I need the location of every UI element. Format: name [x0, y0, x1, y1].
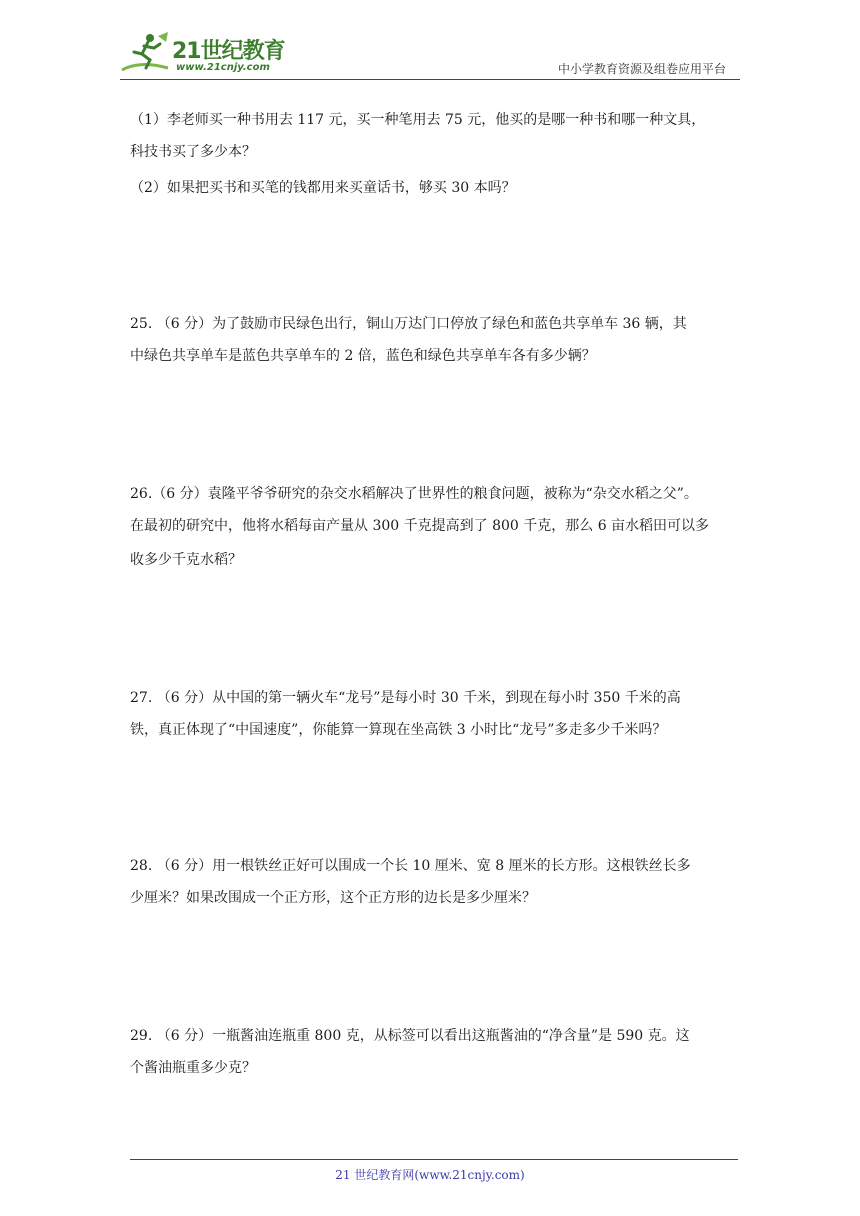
logo-url: www.21cnjy.com	[176, 62, 270, 73]
q28-line2: 少厘米？如果改围成一个正方形，这个正方形的边长是多少厘米？	[130, 890, 536, 906]
platform-name: 中小学教育资源及组卷应用平台	[557, 62, 726, 76]
runner-logo-icon	[120, 30, 172, 78]
q25-line1: 25. （6 分）为了鼓励市民绿色出行，铜山万达门口停放了绿色和蓝色共享单车 36 辆，其	[130, 316, 687, 332]
q29-line1: 29. （6 分）一瓶酱油连瓶重 800 克，从标签可以看出这瓶酱油的“净含量”是 590 克。这	[130, 1028, 690, 1044]
q27-line1: 27. （6 分）从中国的第一辆火车“龙号”是每小时 30 千米，到现在每小时 350 千米的高	[130, 690, 681, 706]
q27-line2: 铁，真正体现了“中国速度”，你能算一算现在坐高铁 3 小时比“龙号”多走多少千米吗？	[130, 722, 667, 738]
q26-line1: 26.（6 分）袁隆平爷爷研究的杂交水稻解决了世界性的粮食问题，被称为“杂交水稻之父”。	[130, 486, 698, 502]
q26-line3: 收多少千克水稻？	[130, 552, 242, 568]
header-divider	[120, 79, 740, 80]
footer-text: 21 世纪教育网(www.21cnjy.com)	[335, 1168, 525, 1182]
page-header	[120, 30, 740, 80]
q26-line2: 在最初的研究中，他将水稻每亩产量从 300 千克提高到了 800 千克，那么 6 亩水稻田可以多	[130, 518, 710, 534]
q24-sub2-line1: （2）如果把买书和买笔的钱都用来买童话书，够买 30 本吗？	[130, 180, 516, 196]
site-logo	[120, 30, 300, 78]
q29-line2: 个酱油瓶重多少克？	[130, 1060, 256, 1076]
logo-wordmark: 21世纪教育	[172, 39, 285, 64]
q24-sub1-line2: 科技书买了多少本？	[130, 144, 256, 160]
q24-sub1-line1: （1）李老师买一种书用去 117 元，买一种笔用去 75 元，他买的是哪一种书和哪一种文具，	[130, 112, 706, 128]
q28-line1: 28. （6 分）用一根铁丝正好可以围成一个长 10 厘米、宽 8 厘米的长方形。这根铁丝长多	[130, 858, 691, 874]
footer-divider	[130, 1159, 738, 1160]
q25-line2: 中绿色共享单车是蓝色共享单车的 2 倍，蓝色和绿色共享单车各有多少辆？	[130, 348, 596, 364]
